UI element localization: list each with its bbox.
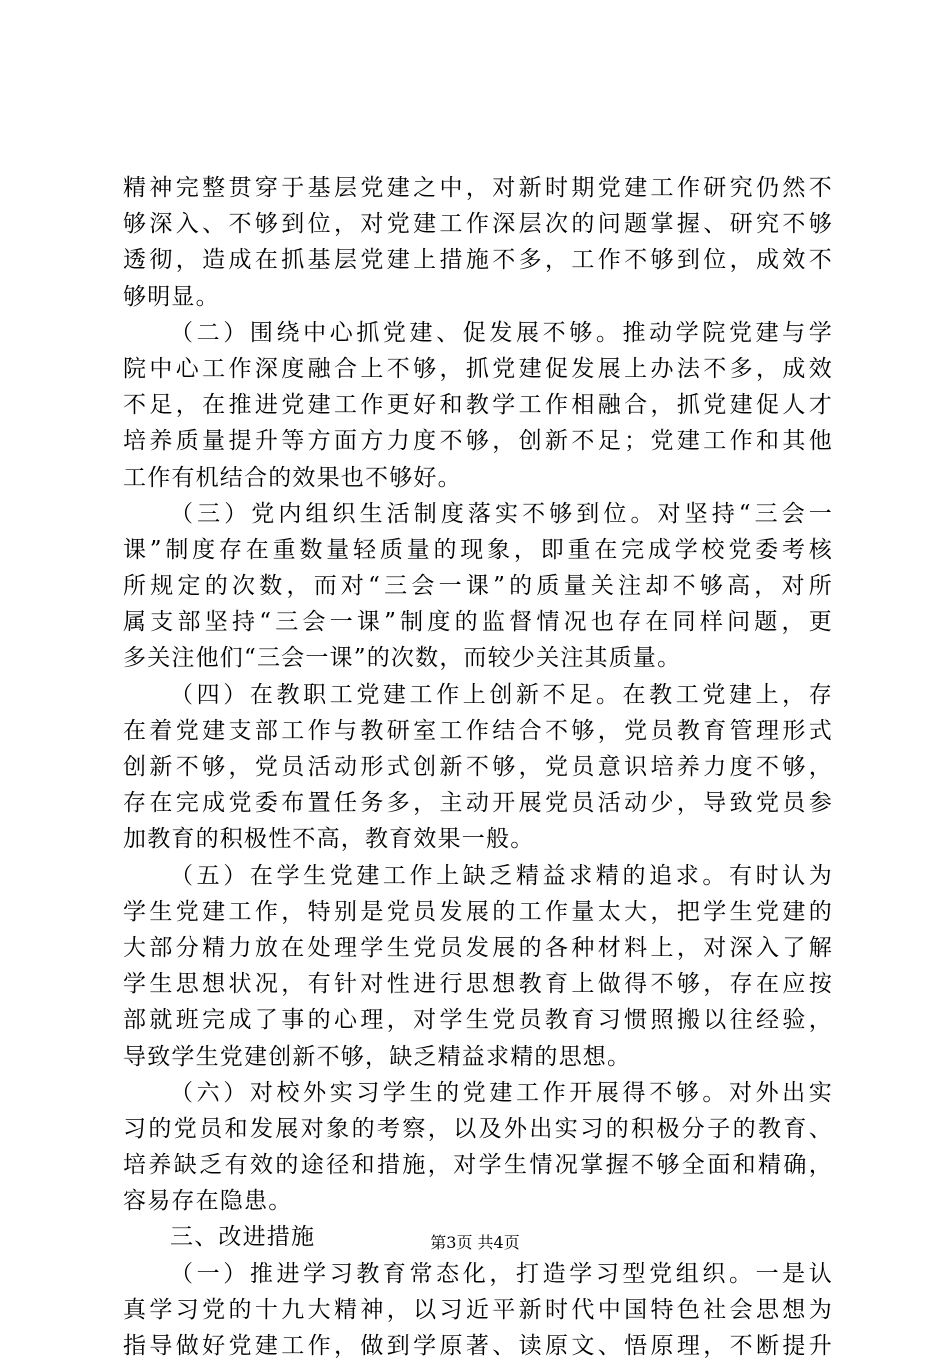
text-line: 习的党员和发展对象的考察，以及外出实习的积极分子的教育、 (123, 1115, 833, 1142)
text-line: 真学习党的十九大精神，以习近平新时代中国特色社会思想为 (123, 1296, 833, 1323)
text-line: 所规定的次数，而对“三会一课”的质量关注却不够高，对所 (123, 573, 833, 600)
text-line: 培养缺乏有效的途径和措施，对学生情况掌握不够全面和精确， (123, 1152, 833, 1179)
text-line: 在着党建支部工作与教研室工作结合不够，党员教育管理形式 (123, 717, 833, 744)
text-line: 多关注他们“三会一课”的次数，而较少关注其质量。 (123, 645, 682, 672)
text-line: 创新不够，党员活动形式创新不够，党员意识培养力度不够， (123, 754, 833, 780)
paragraph-first-line: （三）党内组织生活制度落实不够到位。对坚持“三会一 (170, 500, 833, 527)
text-line: 容易存在隐患。 (123, 1188, 293, 1215)
text-line: 加教育的积极性不高，教育效果一般。 (123, 826, 535, 853)
text-line: 课”制度存在重数量轻质量的现象，即重在完成学校党委考核 (123, 536, 833, 563)
paragraph-first-line: （六）对校外实习学生的党建工作开展得不够。对外出实 (170, 1079, 833, 1106)
document-body (123, 170, 833, 1364)
text-line: 属支部坚持“三会一课”制度的监督情况也存在同样问题，更 (123, 609, 833, 636)
page-footer: 第3页 共4页 (430, 1233, 520, 1252)
text-line: 部就班完成了事的心理，对学生党员教育习惯照搬以往经验， (123, 1007, 833, 1034)
text-line: 透彻，造成在抓基层党建上措施不多，工作不够到位，成效不 (123, 247, 833, 274)
text-line: 存在完成党委布置任务多，主动开展党员活动少，导致党员参 (123, 790, 833, 817)
text-line: 不足，在推进党建工作更好和教学工作相融合，抓党建促人才 (123, 392, 833, 419)
text-line: 指导做好党建工作，做到学原著、读原文、悟原理，不断提升 (123, 1333, 833, 1359)
paragraph-first-line: （一）推进学习教育常态化，打造学习型党组织。一是认 (170, 1260, 833, 1287)
text-line: 院中心工作深度融合上不够，抓党建促发展上办法不多，成效 (123, 355, 833, 382)
text-line: 学生党建工作，特别是党员发展的工作量太大，把学生党建的 (123, 898, 833, 925)
section-heading: 三、改进措施 (170, 1224, 316, 1251)
text-line: 精神完整贯穿于基层党建之中，对新时期党建工作研究仍然不 (123, 175, 833, 201)
text-line: 学生思想状况，有针对性进行思想教育上做得不够，存在应按 (123, 971, 833, 998)
text-line: 够明显。 (123, 283, 220, 310)
text-line: 大部分精力放在处理学生党员发展的各种材料上，对深入了解 (123, 934, 833, 961)
paragraph-first-line: （五）在学生党建工作上缺乏精益求精的追求。有时认为 (170, 862, 833, 889)
text-line: 工作有机结合的效果也不够好。 (123, 464, 462, 491)
paragraph-first-line: （二）围绕中心抓党建、促发展不够。推动学院党建与学 (170, 319, 833, 346)
text-line: 培养质量提升等方面方力度不够，创新不足；党建工作和其他 (123, 428, 833, 455)
text-line: 导致学生党建创新不够，缺乏精益求精的思想。 (123, 1043, 632, 1070)
text-line: 够深入、不够到位，对党建工作深层次的问题掌握、研究不够 (123, 211, 833, 238)
paragraph-first-line: （四）在教职工党建工作上创新不足。在教工党建上，存 (170, 681, 833, 708)
